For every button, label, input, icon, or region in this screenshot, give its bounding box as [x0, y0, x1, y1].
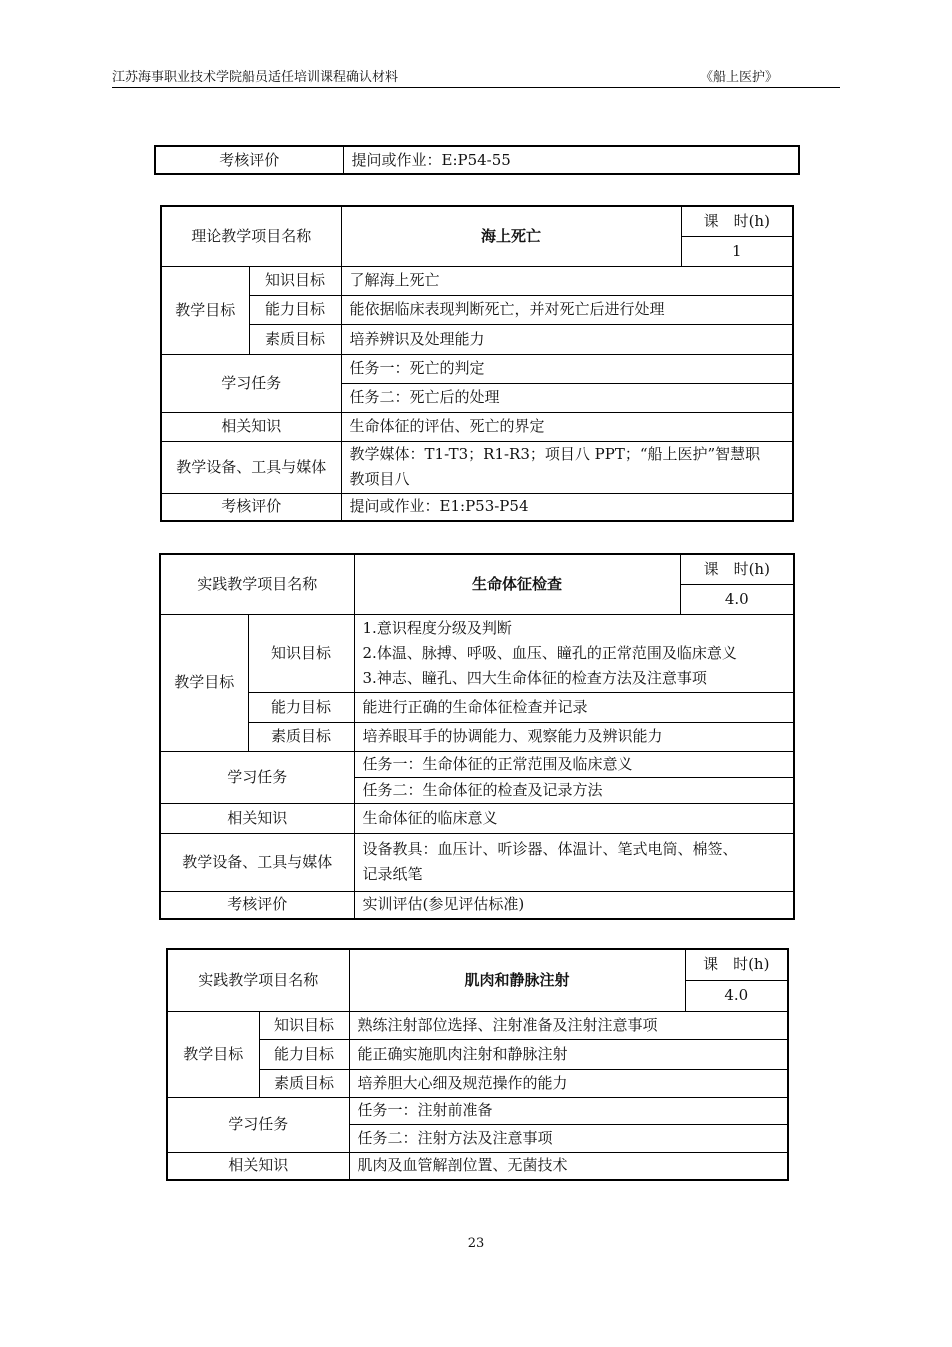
equipment-label: 教学设备、工具与媒体 [161, 441, 341, 493]
project-name-label: 实践教学项目名称 [167, 949, 349, 1011]
assess-label: 考核评价 [161, 493, 341, 521]
quality-value: 培养眼耳手的协调能力、观察能力及辨识能力 [354, 722, 794, 751]
related-label: 相关知识 [161, 412, 341, 441]
task-1: 任务一：生命体征的正常范围及临床意义 [354, 751, 794, 777]
table-vital-signs [159, 553, 795, 920]
task-2: 任务二：注射方法及注意事项 [349, 1124, 788, 1152]
hours-label: 课 时(h) [680, 554, 794, 584]
equipment-line: 教项目八 [349, 470, 410, 488]
hours-value: 4.0 [685, 980, 788, 1011]
knowledge-label: 知识目标 [259, 1011, 349, 1039]
assess-value: 提问或作业：E:P54-55 [343, 146, 799, 174]
table-injection [166, 948, 789, 1181]
assess-label: 考核评价 [155, 146, 343, 174]
table-sea-death [160, 205, 794, 522]
project-title: 海上死亡 [341, 206, 681, 266]
ability-label: 能力目标 [249, 295, 341, 324]
hours-value: 4.0 [680, 584, 794, 614]
equipment-value [354, 833, 794, 891]
quality-label: 素质目标 [259, 1069, 349, 1097]
knowledge-value [354, 614, 794, 692]
project-name-label: 实践教学项目名称 [160, 554, 354, 614]
knowledge-line: 3.神志、瞳孔、四大生命体征的检查方法及注意事项 [362, 668, 707, 687]
goals-label: 教学目标 [161, 266, 249, 354]
page-number: 23 [467, 1236, 485, 1251]
project-name-label: 理论教学项目名称 [161, 206, 341, 266]
related-value: 肌肉及血管解剖位置、无菌技术 [349, 1152, 788, 1180]
header-rule [112, 87, 840, 88]
project-title: 生命体征检查 [354, 554, 680, 614]
equipment-value [341, 441, 793, 493]
quality-value: 培养胆大心细及规范操作的能力 [349, 1069, 788, 1097]
goals-label: 教学目标 [167, 1011, 259, 1097]
task-2: 任务二：生命体征的检查及记录方法 [354, 777, 794, 803]
assess-value: 实训评估(参见评估标准) [354, 891, 794, 919]
equipment-line: 教学媒体：T1-T3；R1-R3；项目八 PPT；“船上医护”智慧职 [349, 445, 761, 463]
knowledge-line: 1.意识程度分级及判断 [362, 618, 512, 637]
knowledge-value: 熟练注射部位选择、注射准备及注射注意事项 [349, 1011, 788, 1039]
goals-label: 教学目标 [160, 614, 248, 751]
task-1: 任务一：死亡的判定 [341, 354, 793, 383]
hours-label: 课 时(h) [681, 206, 793, 236]
knowledge-label: 知识目标 [248, 614, 354, 692]
equipment-line: 记录纸笔 [362, 865, 423, 883]
knowledge-label: 知识目标 [249, 266, 341, 295]
quality-value: 培养辨识及处理能力 [341, 324, 793, 354]
knowledge-line: 2.体温、脉搏、呼吸、血压、瞳孔的正常范围及临床意义 [362, 643, 737, 662]
related-value: 生命体征的评估、死亡的界定 [341, 412, 793, 441]
task-2: 任务二：死亡后的处理 [341, 383, 793, 412]
equipment-label: 教学设备、工具与媒体 [160, 833, 354, 891]
assess-value: 提问或作业：E1:P53-P54 [341, 493, 793, 521]
tasks-label: 学习任务 [160, 751, 354, 803]
tasks-label: 学习任务 [167, 1097, 349, 1152]
hours-value: 1 [681, 236, 793, 266]
related-label: 相关知识 [167, 1152, 349, 1180]
related-value: 生命体征的临床意义 [354, 803, 794, 833]
quality-label: 素质目标 [248, 722, 354, 751]
header-left-title: 江苏海事职业技术学院船员适任培训课程确认材料 [112, 70, 399, 85]
knowledge-value: 了解海上死亡 [341, 266, 793, 295]
project-title: 肌肉和静脉注射 [349, 949, 685, 1011]
related-label: 相关知识 [160, 803, 354, 833]
ability-value: 能依据临床表现判断死亡，并对死亡后进行处理 [341, 295, 793, 324]
ability-value: 能进行正确的生命体征检查并记录 [354, 692, 794, 722]
ability-label: 能力目标 [259, 1039, 349, 1069]
hours-label: 课 时(h) [685, 949, 788, 980]
quality-label: 素质目标 [249, 324, 341, 354]
assess-label: 考核评价 [160, 891, 354, 919]
tasks-label: 学习任务 [161, 354, 341, 412]
table-continuation [154, 145, 800, 175]
task-1: 任务一：注射前准备 [349, 1097, 788, 1124]
equipment-line: 设备教具：血压计、听诊器、体温计、笔式电筒、棉签、 [362, 840, 738, 858]
header-right-title: 《船上医护》 [700, 70, 779, 85]
ability-label: 能力目标 [248, 692, 354, 722]
ability-value: 能正确实施肌肉注射和静脉注射 [349, 1039, 788, 1069]
